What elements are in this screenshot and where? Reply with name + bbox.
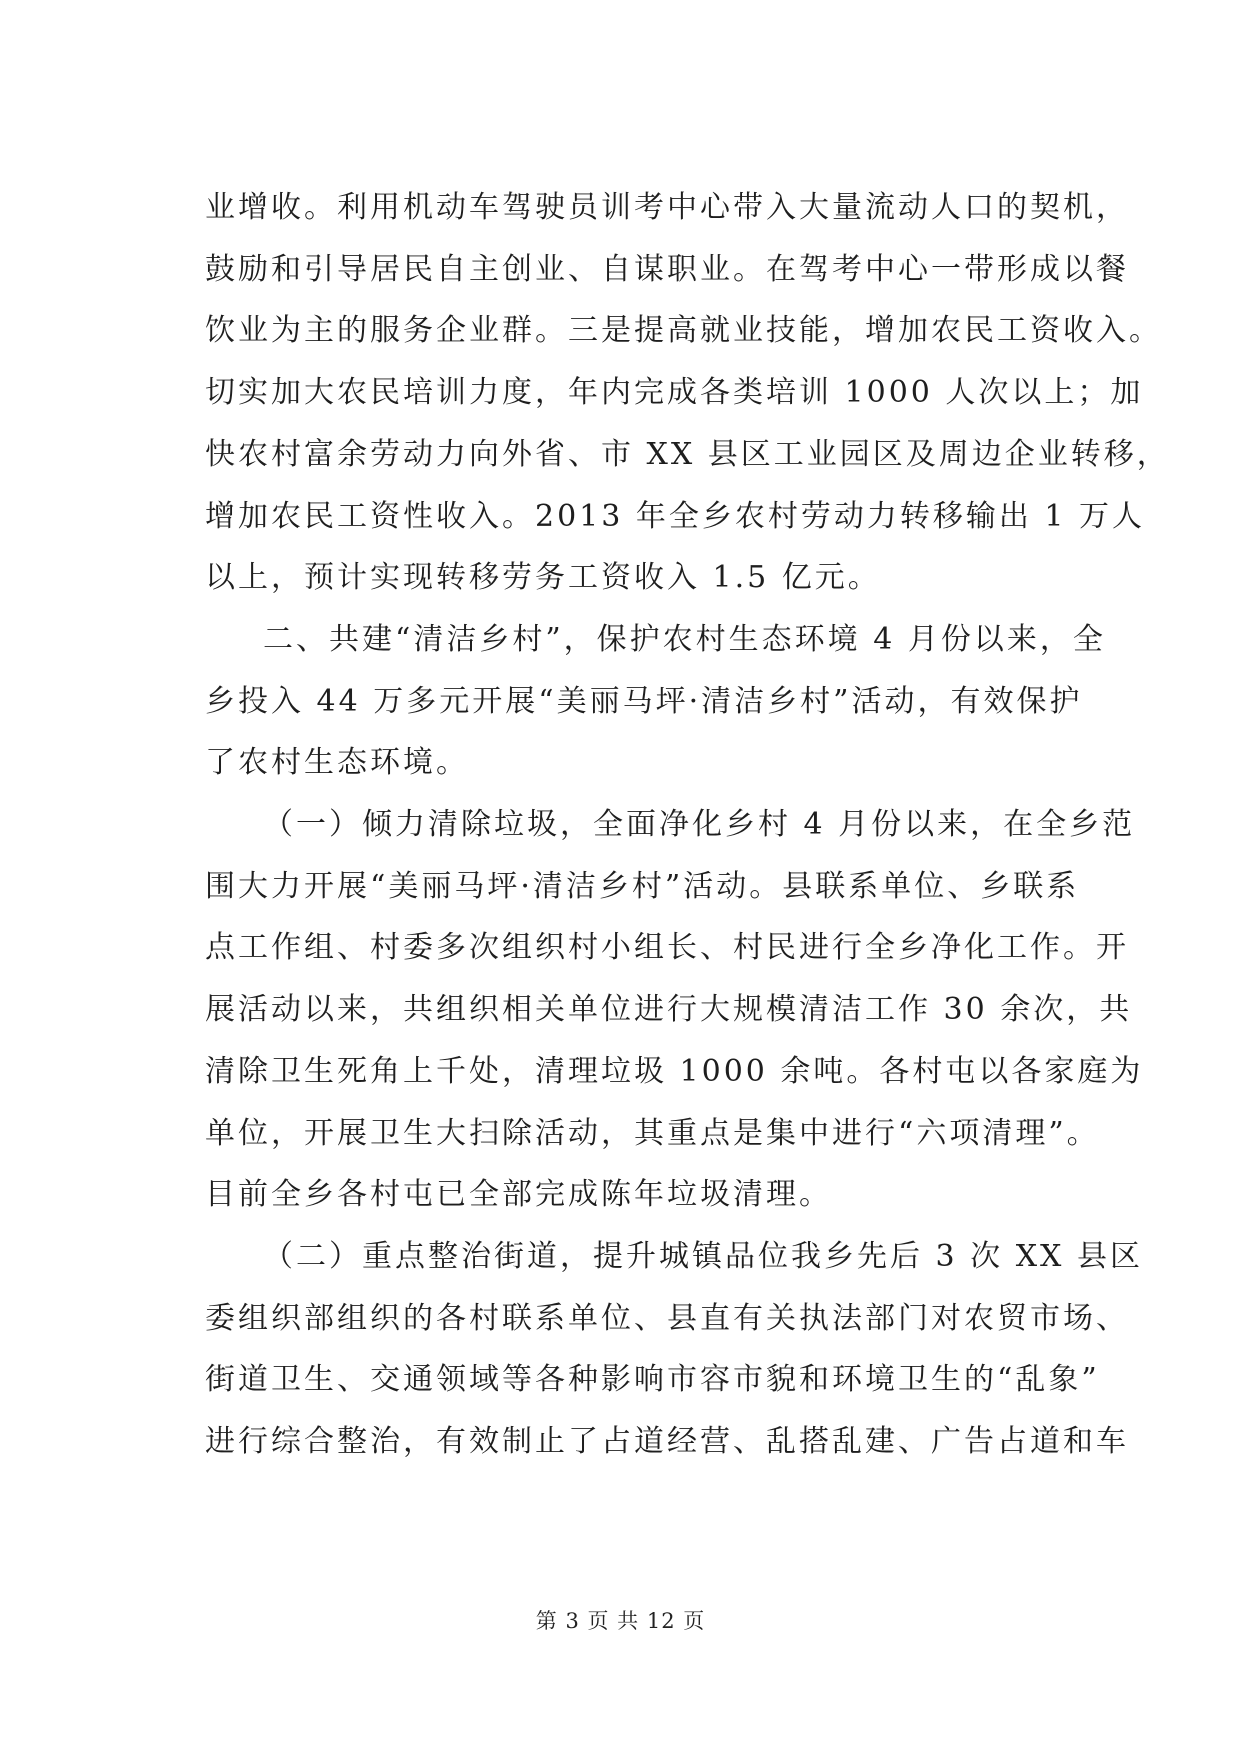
text-line: 委组织部组织的各村联系单位、县直有关执法部门对农贸市场、	[205, 1300, 1129, 1336]
text-line: 了农村生态环境。	[205, 745, 469, 781]
text-line: 切实加大农民培训力度，年内完成各类培训 1000 人次以上；加	[205, 375, 1144, 411]
text-line: 目前全乡各村屯已全部完成陈年垃圾清理。	[205, 1177, 832, 1213]
text-line: 鼓励和引导居民自主创业、自谋职业。在驾考中心一带形成以餐	[205, 251, 1129, 287]
text-line: 饮业为主的服务企业群。三是提高就业技能，增加农民工资收入。	[205, 313, 1162, 349]
text-line: 增加农民工资性收入。2013 年全乡农村劳动力转移输出 1 万人	[205, 498, 1146, 534]
text-line: 点工作组、村委多次组织村小组长、村民进行全乡净化工作。开	[205, 930, 1129, 966]
text-line: 进行综合整治，有效制止了占道经营、乱搭乱建、广告占道和车	[205, 1424, 1129, 1459]
text-line: 单位，开展卫生大扫除活动，其重点是集中进行“六项清理”。	[205, 1115, 1100, 1151]
text-line: 围大力开展“美丽马坪·清洁乡村”活动。县联系单位、乡联系	[205, 868, 1080, 904]
text-line: 展活动以来，共组织相关单位进行大规模清洁工作 30 余次，共	[205, 992, 1133, 1028]
text-line: 以上，预计实现转移劳务工资收入 1.5 亿元。	[205, 560, 881, 596]
text-line: 二、共建“清洁乡村”，保护农村生态环境 4 月份以来，全	[263, 621, 1106, 657]
text-line: 清除卫生死角上千处，清理垃圾 1000 余吨。各村屯以各家庭为	[205, 1053, 1144, 1089]
page-footer: 第 3 页 共 12 页	[535, 1609, 706, 1633]
text-line: 业增收。利用机动车驾驶员训考中心带入大量流动人口的契机，	[205, 190, 1129, 225]
text-line: （一）倾力清除垃圾，全面净化乡村 4 月份以来，在全乡范	[263, 807, 1136, 842]
text-line: 快农村富余劳动力向外省、市 XX 县区工业园区及周边企业转移，	[205, 436, 1170, 472]
text-line: 乡投入 44 万多元开展“美丽马坪·清洁乡村”活动，有效保护	[205, 683, 1083, 719]
text-line: 街道卫生、交通领域等各种影响市容市貌和环境卫生的“乱象”	[205, 1362, 1100, 1398]
text-line: （二）重点整治街道，提升城镇品位我乡先后 3 次 XX 县区	[263, 1238, 1143, 1274]
